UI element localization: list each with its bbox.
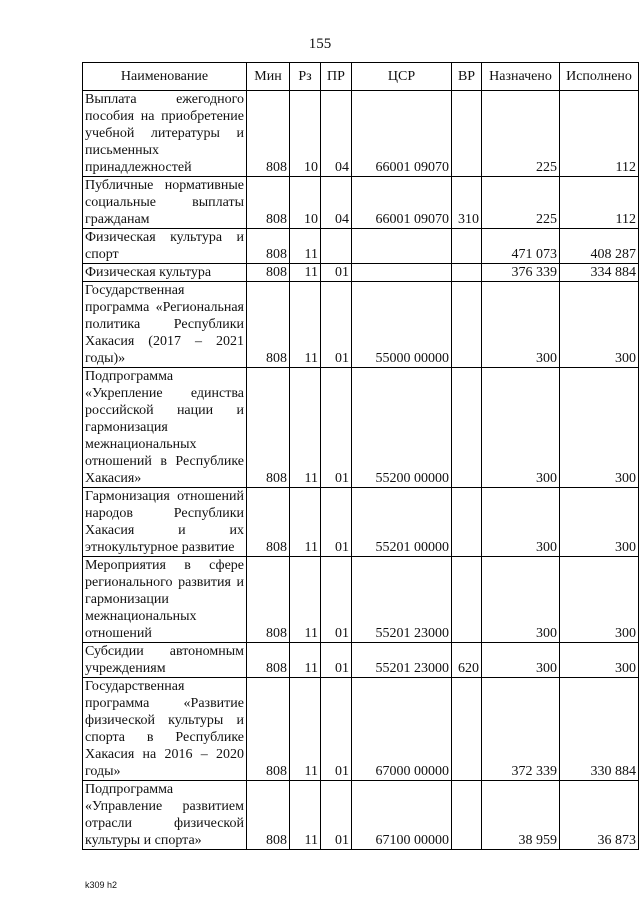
cell-executed: 330 884 xyxy=(560,678,639,781)
header-min: Мин xyxy=(247,63,290,91)
cell-name: Подпрограмма «Управление развитием отрасли физической культуры и спорта» xyxy=(83,781,247,850)
cell-assigned: 300 xyxy=(482,488,560,557)
header-assigned: Назначено xyxy=(482,63,560,91)
cell-vr xyxy=(452,678,482,781)
cell-rz: 11 xyxy=(290,557,321,643)
page-number: 155 xyxy=(308,36,332,52)
cell-pr: 01 xyxy=(321,643,352,678)
cell-executed: 300 xyxy=(560,643,639,678)
cell-pr: 01 xyxy=(321,264,352,282)
cell-csr: 67100 00000 xyxy=(352,781,452,850)
header-executed: Исполнено xyxy=(560,63,639,91)
cell-assigned: 225 xyxy=(482,177,560,229)
cell-vr xyxy=(452,557,482,643)
cell-vr xyxy=(452,91,482,177)
cell-vr xyxy=(452,264,482,282)
cell-name: Публичные нормативные социальные выплаты гражданам xyxy=(83,177,247,229)
cell-rz: 11 xyxy=(290,488,321,557)
cell-vr: 310 xyxy=(452,177,482,229)
cell-min: 808 xyxy=(247,488,290,557)
cell-rz: 11 xyxy=(290,643,321,678)
cell-assigned: 300 xyxy=(482,557,560,643)
cell-pr: 01 xyxy=(321,282,352,368)
table-row xyxy=(83,781,639,850)
cell-rz: 11 xyxy=(290,229,321,264)
cell-assigned: 372 339 xyxy=(482,678,560,781)
cell-min: 808 xyxy=(247,557,290,643)
budget-table xyxy=(82,62,639,850)
cell-vr xyxy=(452,488,482,557)
cell-name: Мероприятия в сфере регионального развития и гармонизации межнациональных отношений xyxy=(83,557,247,643)
cell-csr: 55201 23000 xyxy=(352,557,452,643)
cell-pr: 01 xyxy=(321,368,352,488)
cell-csr: 66001 09070 xyxy=(352,91,452,177)
cell-pr: 01 xyxy=(321,557,352,643)
cell-executed: 300 xyxy=(560,368,639,488)
table-row xyxy=(83,643,639,678)
cell-name: Государственная программа «Региональная политика Республики Хакасия (2017 – 2021 годы)» xyxy=(83,282,247,368)
cell-assigned: 376 339 xyxy=(482,264,560,282)
cell-csr: 55201 00000 xyxy=(352,488,452,557)
cell-pr: 01 xyxy=(321,678,352,781)
cell-executed: 300 xyxy=(560,488,639,557)
table-row xyxy=(83,177,639,229)
cell-rz: 11 xyxy=(290,368,321,488)
cell-min: 808 xyxy=(247,91,290,177)
cell-pr: 01 xyxy=(321,781,352,850)
cell-min: 808 xyxy=(247,678,290,781)
cell-min: 808 xyxy=(247,368,290,488)
cell-executed: 334 884 xyxy=(560,264,639,282)
header-csr: ЦСР xyxy=(352,63,452,91)
cell-executed: 112 xyxy=(560,177,639,229)
table-row xyxy=(83,678,639,781)
cell-csr: 55000 00000 xyxy=(352,282,452,368)
table-header-row xyxy=(83,63,639,91)
cell-vr xyxy=(452,368,482,488)
header-vr: ВР xyxy=(452,63,482,91)
cell-min: 808 xyxy=(247,781,290,850)
cell-rz: 10 xyxy=(290,91,321,177)
cell-rz: 11 xyxy=(290,678,321,781)
cell-pr: 04 xyxy=(321,177,352,229)
header-pr: ПР xyxy=(321,63,352,91)
cell-rz: 10 xyxy=(290,177,321,229)
cell-csr xyxy=(352,229,452,264)
cell-min: 808 xyxy=(247,229,290,264)
cell-vr: 620 xyxy=(452,643,482,678)
cell-assigned: 471 073 xyxy=(482,229,560,264)
cell-name: Выплата ежегодного пособия на приобретение учебной литературы и письменных принадлежностей xyxy=(83,91,247,177)
cell-csr: 55201 23000 xyxy=(352,643,452,678)
cell-executed: 300 xyxy=(560,557,639,643)
cell-vr xyxy=(452,229,482,264)
cell-csr: 66001 09070 xyxy=(352,177,452,229)
cell-executed: 300 xyxy=(560,282,639,368)
table-row xyxy=(83,368,639,488)
header-rz: Рз xyxy=(290,63,321,91)
cell-csr: 55200 00000 xyxy=(352,368,452,488)
cell-assigned: 300 xyxy=(482,282,560,368)
cell-executed: 36 873 xyxy=(560,781,639,850)
cell-name: Субсидии автономным учреждениям xyxy=(83,643,247,678)
cell-assigned: 38 959 xyxy=(482,781,560,850)
table-row xyxy=(83,91,639,177)
cell-vr xyxy=(452,781,482,850)
cell-rz: 11 xyxy=(290,282,321,368)
table-row xyxy=(83,264,639,282)
table-row xyxy=(83,488,639,557)
cell-name: Физическая культура и спорт xyxy=(83,229,247,264)
cell-min: 808 xyxy=(247,177,290,229)
cell-executed: 112 xyxy=(560,91,639,177)
footer-code: k309 h2 xyxy=(85,880,118,890)
cell-executed: 408 287 xyxy=(560,229,639,264)
cell-csr: 67000 00000 xyxy=(352,678,452,781)
cell-pr: 01 xyxy=(321,488,352,557)
table-row xyxy=(83,229,639,264)
cell-vr xyxy=(452,282,482,368)
cell-name: Гармонизация отношений народов Республики Хакасия и их этнокультурное развитие xyxy=(83,488,247,557)
cell-assigned: 300 xyxy=(482,643,560,678)
cell-name: Подпрограмма «Укрепление единства российской нации и гармонизация межнациональных отношений в Республике Хакасия» xyxy=(83,368,247,488)
cell-name: Государственная программа «Развитие физической культуры и спорта в Республике Хакасия на 2016 – 2020 годы» xyxy=(83,678,247,781)
cell-min: 808 xyxy=(247,282,290,368)
cell-assigned: 225 xyxy=(482,91,560,177)
cell-min: 808 xyxy=(247,264,290,282)
table-row xyxy=(83,282,639,368)
cell-rz: 11 xyxy=(290,264,321,282)
cell-min: 808 xyxy=(247,643,290,678)
cell-pr xyxy=(321,229,352,264)
cell-name: Физическая культура xyxy=(83,264,247,282)
cell-assigned: 300 xyxy=(482,368,560,488)
table-row xyxy=(83,557,639,643)
cell-csr xyxy=(352,264,452,282)
cell-pr: 04 xyxy=(321,91,352,177)
header-name: Наименование xyxy=(83,63,247,91)
cell-rz: 11 xyxy=(290,781,321,850)
